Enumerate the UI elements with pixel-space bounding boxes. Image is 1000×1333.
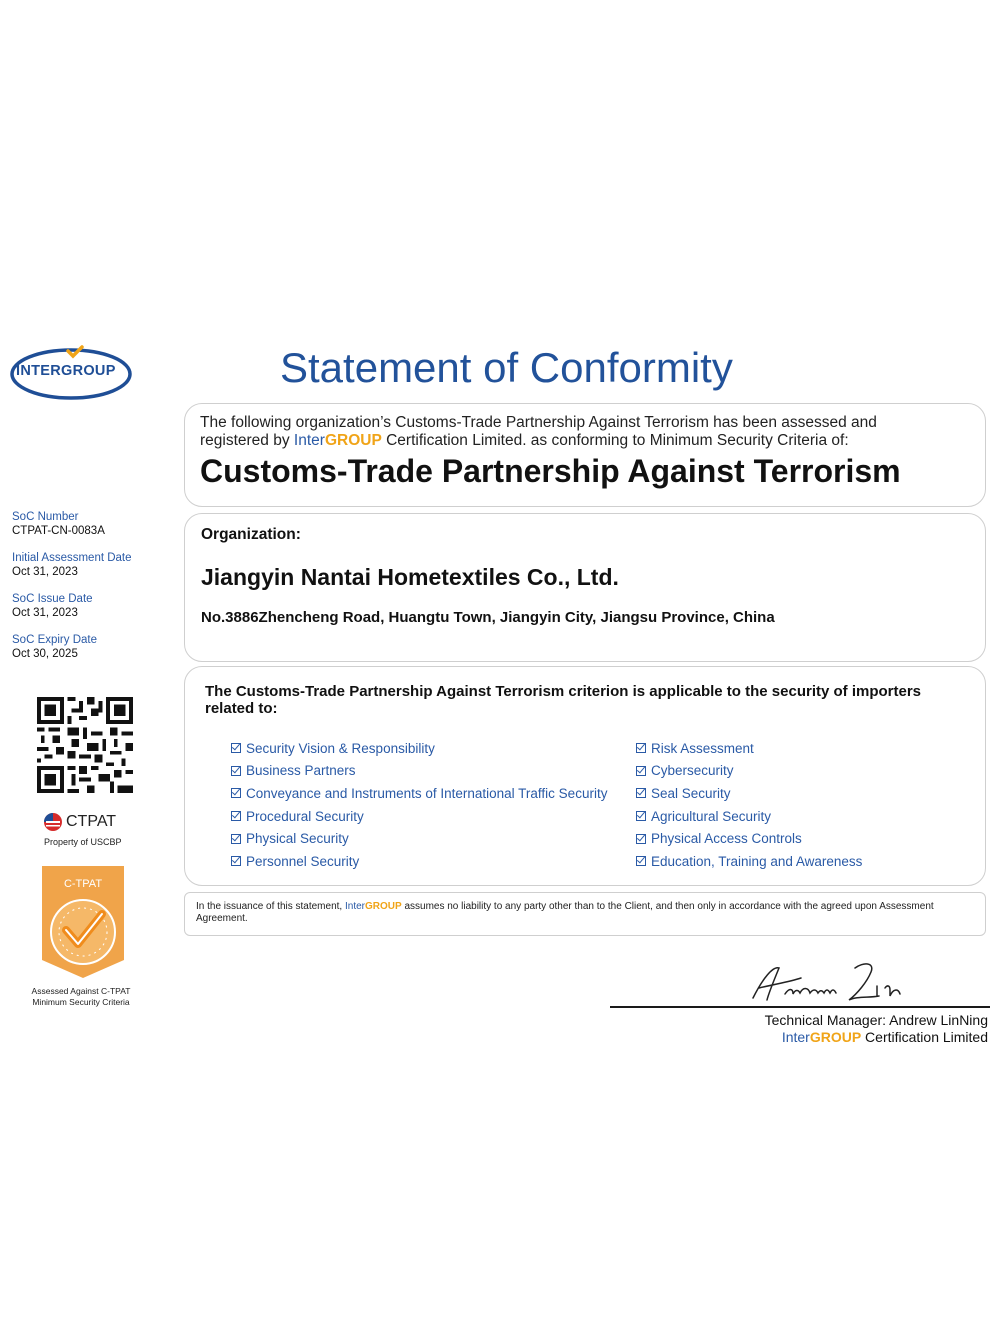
logo-text: INTERGROUP (16, 363, 116, 379)
ctpat-flag-icon (42, 812, 64, 832)
list-item (231, 737, 607, 760)
list-item (636, 805, 862, 828)
qr-code-icon (37, 697, 133, 793)
ctpat-certification-badge (42, 866, 124, 978)
criteria-item-label: Physical Security (246, 831, 349, 847)
signature-line (610, 1006, 990, 1008)
intergroup-group: GROUP (809, 1029, 862, 1045)
criteria-item-label: Agricultural Security (651, 808, 772, 824)
initial-assessment-label: Initial Assessment Date (12, 552, 132, 564)
soc-expiry-date: Oct 30, 2025 (12, 648, 78, 660)
intro-text (200, 414, 970, 450)
checkbox-checked-icon (636, 788, 646, 798)
ctpat-logo (42, 812, 132, 832)
intergroup-group: GROUP (324, 432, 382, 449)
standard-title: Customs-Trade Partnership Against Terrorism (200, 453, 901, 489)
list-item (231, 850, 607, 873)
soc-issue-date: Oct 31, 2023 (12, 607, 78, 619)
handwritten-signature (745, 958, 905, 1008)
checkbox-checked-icon (231, 811, 241, 821)
organization-name: Jiangyin Nantai Hometextiles Co., Ltd. (201, 564, 619, 590)
checkbox-checked-icon (636, 766, 646, 776)
criteria-item-label: Conveyance and Instruments of International Traffic Security (246, 785, 608, 801)
intro-line1: The following organization’s Customs-Trade Partnership Against Terrorism has been assessed and (200, 414, 877, 431)
checkbox-checked-icon (231, 766, 241, 776)
assessed-line1: Assessed Against C-TPAT (31, 986, 131, 996)
criteria-item-label: Seal Security (651, 785, 731, 801)
list-item (636, 760, 862, 783)
list-item (231, 805, 607, 828)
disclaimer-text (196, 901, 966, 925)
list-item (636, 782, 862, 805)
criteria-item-label: Business Partners (246, 763, 356, 779)
list-item (636, 827, 862, 850)
checkbox-checked-icon (231, 788, 241, 798)
disclaimer-suffix: assumes no liability to any party other than to the Client, and then only in accordance with the agreed upon Assessment Agreement. (196, 901, 934, 924)
criteria-item-label: Risk Assessment (651, 740, 754, 756)
organization-box (184, 513, 986, 662)
list-item (231, 760, 607, 783)
soc-number-label: SoC Number (12, 511, 79, 523)
criteria-item-label: Physical Access Controls (651, 831, 802, 847)
criteria-list-left (231, 737, 607, 873)
criteria-item-label: Procedural Security (246, 808, 364, 824)
list-item (231, 782, 607, 805)
initial-assessment-date: Oct 31, 2023 (12, 566, 78, 578)
criterion-text: The Customs-Trade Partnership Against Terrorism criterion is applicable to the security of importers related to: (205, 683, 922, 717)
intergroup-inter: Inter (781, 1029, 810, 1045)
signatory-name: Technical Manager: Andrew LinNing (764, 1012, 988, 1028)
soc-issue-label: SoC Issue Date (12, 593, 93, 605)
soc-number-value: CTPAT-CN-0083A (12, 525, 105, 537)
assessed-line2: Minimum Security Criteria (32, 997, 130, 1007)
list-item (636, 737, 862, 760)
intro-line2-suffix: Certification Limited. as conforming to Minimum Security Criteria of: (381, 432, 849, 449)
company-suffix: Certification Limited (861, 1029, 988, 1045)
organization-address: No.3886Zhencheng Road, Huangtu Town, Jiangyin City, Jiangsu Province, China (201, 609, 775, 626)
criteria-item-label: Education, Training and Awareness (651, 853, 863, 869)
intergroup-inter: Inter (344, 901, 365, 912)
intro-line2-prefix: registered by (200, 432, 294, 449)
organization-label: Organization: (201, 526, 301, 543)
checkbox-checked-icon (231, 834, 241, 844)
intergroup-inter: Inter (293, 432, 325, 449)
ctpat-logo-text: CTPAT (66, 813, 117, 830)
criteria-list-right (636, 737, 862, 873)
soc-expiry-label: SoC Expiry Date (12, 634, 98, 646)
intro-box (184, 403, 986, 507)
criteria-item-label: Personnel Security (246, 853, 360, 869)
list-item (231, 827, 607, 850)
signatory-company (782, 1029, 988, 1045)
checkbox-checked-icon (231, 743, 241, 753)
page-title: Statement of Conformity (280, 344, 733, 391)
intergroup-group: GROUP (365, 901, 402, 912)
disclaimer-box (184, 892, 986, 936)
criteria-item-label: Cybersecurity (651, 763, 734, 779)
ctpat-property-text: Property of USCBP (44, 837, 122, 847)
checkbox-checked-icon (636, 811, 646, 821)
assessed-text (20, 986, 142, 1008)
intergroup-logo (10, 345, 134, 401)
disclaimer-prefix: In the issuance of this statement, (196, 901, 345, 912)
badge-title: C-TPAT (63, 878, 103, 890)
checkbox-checked-icon (231, 856, 241, 866)
criteria-item-label: Security Vision & Responsibility (246, 740, 435, 756)
checkbox-checked-icon (636, 856, 646, 866)
checkbox-checked-icon (636, 743, 646, 753)
criterion-box (184, 666, 986, 886)
list-item (636, 850, 862, 873)
checkbox-checked-icon (636, 834, 646, 844)
